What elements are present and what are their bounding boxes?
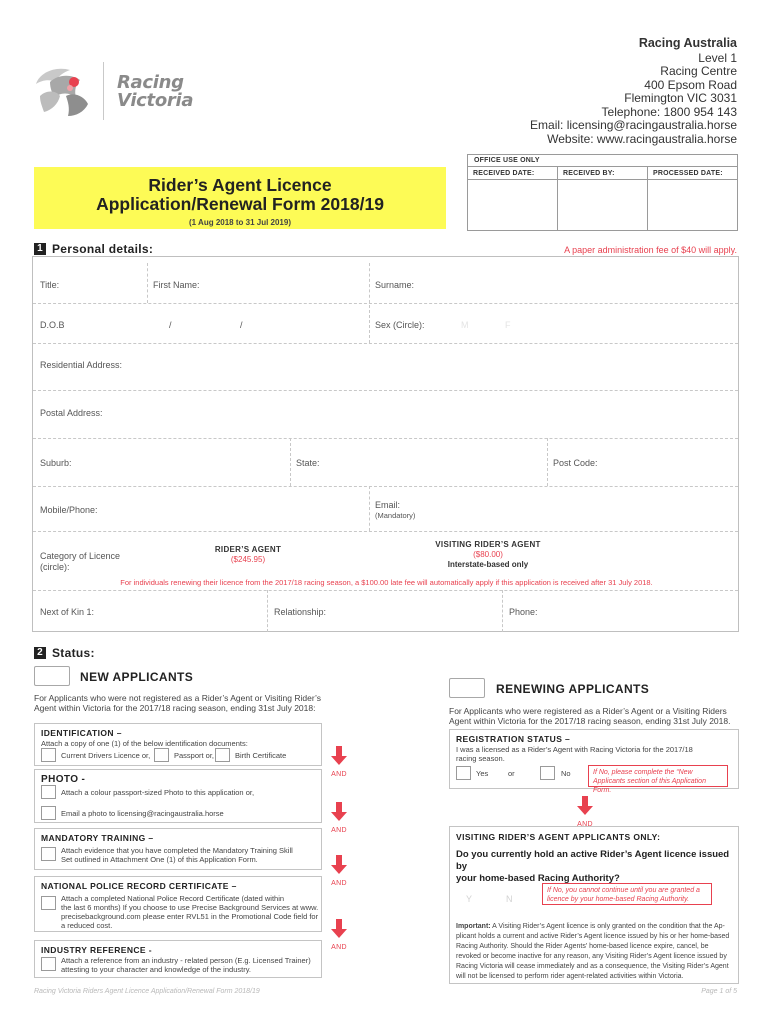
received-by-field[interactable] [558,167,648,230]
reference-desc-line: Attach a reference from an industry - related person (E.g. Licensed Trainer) [61,956,311,965]
logo-wordmark [117,74,193,110]
divider [369,305,370,343]
address-line: 400 Epsom Road [644,77,737,92]
reference-desc [61,956,311,974]
email-photo-label: Email a photo to licensing@racingaustralia.horse [61,809,224,818]
down-arrow-icon [330,746,348,766]
section2-title: Status: [52,646,95,660]
note-line: licence by your home-based Racing Authority. [547,896,690,903]
received-date-field[interactable] [468,167,558,230]
form-title-line1: Rider’s Agent Licence [148,175,332,195]
mobile-phone-label: Mobile/Phone: [40,505,98,515]
divider [147,263,148,303]
registration-desc-line: I was a licensed as a Rider’s Agent with Racing Victoria for the 2017/18 [456,745,693,754]
received-by-label: RECEIVED BY: [558,167,647,180]
logo-word-racing: Racing [117,72,184,93]
visiting-option-y[interactable]: Y [466,894,473,904]
phone-label: Phone: [509,607,538,617]
training-checkbox[interactable] [41,847,56,861]
photo-panel [34,769,322,823]
email-mandatory-note: (Mandatory) [375,511,416,520]
footer-form-name: Racing Victoria Riders Agent Licence Application/Renewal Form 2018/19 [34,988,260,995]
attach-photo-label: Attach a colour passport-sized Photo to this application or, [61,788,255,797]
received-date-label: RECEIVED DATE: [468,167,557,180]
divider [547,438,548,486]
sex-label: Sex (Circle): [375,320,425,330]
identification-desc: Attach a copy of one (1) of the below identification documents: [41,739,248,748]
new-applicants-checkbox[interactable] [34,666,70,686]
important-line: revoked or become inactive for any reason, any Visiting Rider’s Agent licence issued by [456,953,727,960]
renewing-applicants-heading: RENEWING APPLICANTS [496,682,650,696]
training-panel [34,828,322,870]
question-line: your home-based Racing Authority? [456,873,620,884]
logo-word-victoria: Victoria [117,90,194,111]
divider [290,438,291,486]
note-line: If No, please complete the “New [593,769,693,776]
new-applicants-heading: NEW APPLICANTS [80,670,194,684]
dob-separator: / [240,320,243,330]
email-line: Email: licensing@racingaustralia.horse [530,118,737,132]
address-line: Flemington VIC 3031 [624,91,737,105]
registration-no-label: No [561,769,571,778]
important-line: Racing Authority. Should the Rider Agents' home-based licence expire, cancel, be [456,943,709,950]
identification-title: IDENTIFICATION – [41,728,122,738]
down-arrow-icon [330,919,348,939]
row-divider [33,531,738,532]
personal-details-box [32,256,739,632]
drivers-licence-label: Current Drivers Licence or, [61,751,151,760]
police-desc-line: precisebackground.com please enter RVL51 in the Promotional Code field for [61,912,319,921]
reference-title: INDUSTRY REFERENCE - [41,945,152,955]
divider [502,590,503,632]
surname-label: Surname: [375,280,415,290]
address-line: Racing Centre [660,64,737,78]
police-check-panel [34,876,322,932]
and-label: AND [331,771,347,778]
and-arrow [330,802,348,834]
visiting-agent-question [456,849,738,885]
contact-address-block [530,37,737,146]
birth-certificate-label: Birth Certificate [235,751,287,760]
visiting-no-note [542,883,712,905]
category-label: Category of Licence [40,551,121,561]
dob-label: D.O.B [40,320,65,330]
birth-certificate-checkbox[interactable] [215,748,230,762]
first-name-label: First Name: [153,280,200,290]
registration-status-panel [449,729,739,794]
registration-yes-label: Yes [476,769,489,778]
form-title-banner [34,167,446,229]
row-divider [33,486,738,487]
important-line: Racing Victoria will cease immediately and as a consequence, the Visiting Rider’s Agent [456,963,729,970]
section1-heading [34,242,153,256]
category-name: RIDER’S AGENT [214,545,282,554]
reference-panel [34,940,322,978]
identification-panel [34,723,322,766]
registration-desc-line: racing season. [456,754,505,763]
and-arrow [576,796,594,828]
category-name: VISITING RIDER’S AGENT [435,540,541,549]
registration-or-label: or [508,769,515,778]
drivers-licence-checkbox[interactable] [41,748,56,762]
photo-title: PHOTO - [41,774,86,785]
next-of-kin-label: Next of Kin 1: [40,607,95,617]
important-label: Important: [456,923,491,930]
processed-date-field[interactable] [648,167,737,230]
intro-line: For Applicants who were not registered as a Rider’s Agent or Visiting Rider’s [34,693,321,703]
and-arrow [330,919,348,951]
and-arrow [330,855,348,887]
racing-victoria-logo-icon [30,62,94,122]
category-circle-note: (circle): [40,562,70,572]
section2-number: 2 [34,647,46,659]
down-arrow-icon [330,802,348,822]
state-label: State: [296,458,320,468]
registration-no-note [588,765,728,794]
reference-checkbox[interactable] [41,957,56,971]
logo-separator [103,62,104,120]
row-divider [33,390,738,391]
divider [267,590,268,632]
row-divider [33,303,738,304]
down-arrow-icon [330,855,348,875]
and-label: AND [577,821,593,828]
postal-address-label: Postal Address: [40,408,103,418]
section2-heading [34,646,95,660]
note-line: If No, you cannot continue until you are granted a [547,887,700,894]
suburb-label: Suburb: [40,458,72,468]
row-divider [33,343,738,344]
training-title: MANDATORY TRAINING – [41,833,154,843]
down-arrow-icon [576,796,594,816]
row-divider [33,590,738,591]
police-check-desc [61,894,318,930]
renewing-applicants-intro [449,706,730,726]
title-label: Title: [40,280,60,290]
admin-fee-note: A paper administration fee of $40 will apply. [564,245,737,255]
visiting-important-note [456,922,734,982]
important-line: plicant holds a current and active Rider’s Agent licence issued by his or her home-based [456,933,730,940]
row-divider [33,438,738,439]
reference-desc-line: attesting to your character and knowledge of the industry. [61,965,251,974]
visiting-agent-title: VISITING RIDER’S AGENT APPLICANTS ONLY: [456,832,661,842]
note-line: Applicants section of this Application Form. [593,778,706,794]
renewing-applicants-checkbox[interactable] [449,678,485,698]
visiting-agent-panel [449,826,739,984]
intro-line: Agent within Victoria for the 2017/18 racing season, ending 31st July 2018. [449,716,731,726]
category-price: ($245.95) [230,555,266,564]
police-desc-line: the last 6 months) If you choose to use Precise Background Services at www. [61,903,319,912]
section1-title: Personal details: [52,242,154,256]
dob-separator: / [169,320,172,330]
office-use-box [467,154,738,231]
police-desc-line: Attach a completed National Police Record Certificate (dated within [61,894,285,903]
training-desc-line: Set outlined in Attachment One (1) of this Application Form. [61,855,258,864]
intro-line: For Applicants who were registered as a Rider’s Agent or a Visiting Riders [449,706,727,716]
and-label: AND [331,944,347,951]
category-visiting-riders-agent[interactable] [413,540,563,570]
police-desc-line: a reduced cost. [61,921,113,930]
police-check-checkbox[interactable] [41,896,56,910]
question-line: Do you currently hold an active Rider’s Agent licence issued by [456,849,730,872]
police-check-title: NATIONAL POLICE RECORD CERTIFICATE – [41,881,237,891]
late-fee-note: For individuals renewing their licence from the 2017/18 racing season, a $100.00 late fee will automatically apply if this application is received after 31 July 2018. [120,578,653,587]
and-label: AND [331,827,347,834]
important-line: will not be licensed to perform rider agent-related activities within Victoria. [456,973,684,980]
email-photo-checkbox[interactable] [41,806,56,820]
postcode-label: Post Code: [553,458,598,468]
processed-date-label: PROCESSED DATE: [648,167,737,180]
website-line: Website: www.racingaustralia.horse [547,131,737,146]
residential-address-label: Residential Address: [40,360,123,370]
attach-photo-checkbox[interactable] [41,785,56,799]
passport-checkbox[interactable] [154,748,169,762]
category-price: ($80.00) [473,550,503,559]
divider [369,263,370,303]
office-use-title: OFFICE USE ONLY [468,155,737,167]
registration-yes-checkbox[interactable] [456,766,471,780]
registration-status-desc [456,745,693,763]
registration-status-title: REGISTRATION STATUS – [456,734,571,744]
category-riders-agent[interactable] [183,545,313,565]
org-name: Racing Australia [638,36,737,50]
divider [369,486,370,531]
and-arrow [330,746,348,778]
registration-no-checkbox[interactable] [540,766,555,780]
and-label: AND [331,880,347,887]
new-applicants-intro [34,693,321,713]
training-desc [61,846,293,864]
form-title-line2: Application/Renewal Form 2018/19 [96,194,384,214]
section1-number: 1 [34,243,46,255]
telephone-line: Telephone: 1800 954 143 [601,104,737,119]
sex-option-f[interactable]: F [505,320,511,330]
training-desc-line: Attach evidence that you have completed the Mandatory Training Skill [61,846,293,855]
important-line: A Visiting Rider’s Agent licence is only granted on the condition that the Ap- [492,923,725,930]
sex-option-m[interactable]: M [461,320,469,330]
relationship-label: Relationship: [274,607,327,617]
address-line: Level 1 [698,50,737,65]
email-label: Email: [375,500,401,510]
category-note: Interstate-based only [447,560,529,569]
visiting-option-n[interactable]: N [506,894,513,904]
intro-line: Agent within Victoria for the 2017/18 racing season, ending 31st July 2018: [34,703,316,713]
footer-page-number: Page 1 of 5 [701,988,737,995]
passport-label: Passport or, [174,751,215,760]
form-subtitle: (1 Aug 2018 to 31 Jul 2019) [189,218,291,227]
